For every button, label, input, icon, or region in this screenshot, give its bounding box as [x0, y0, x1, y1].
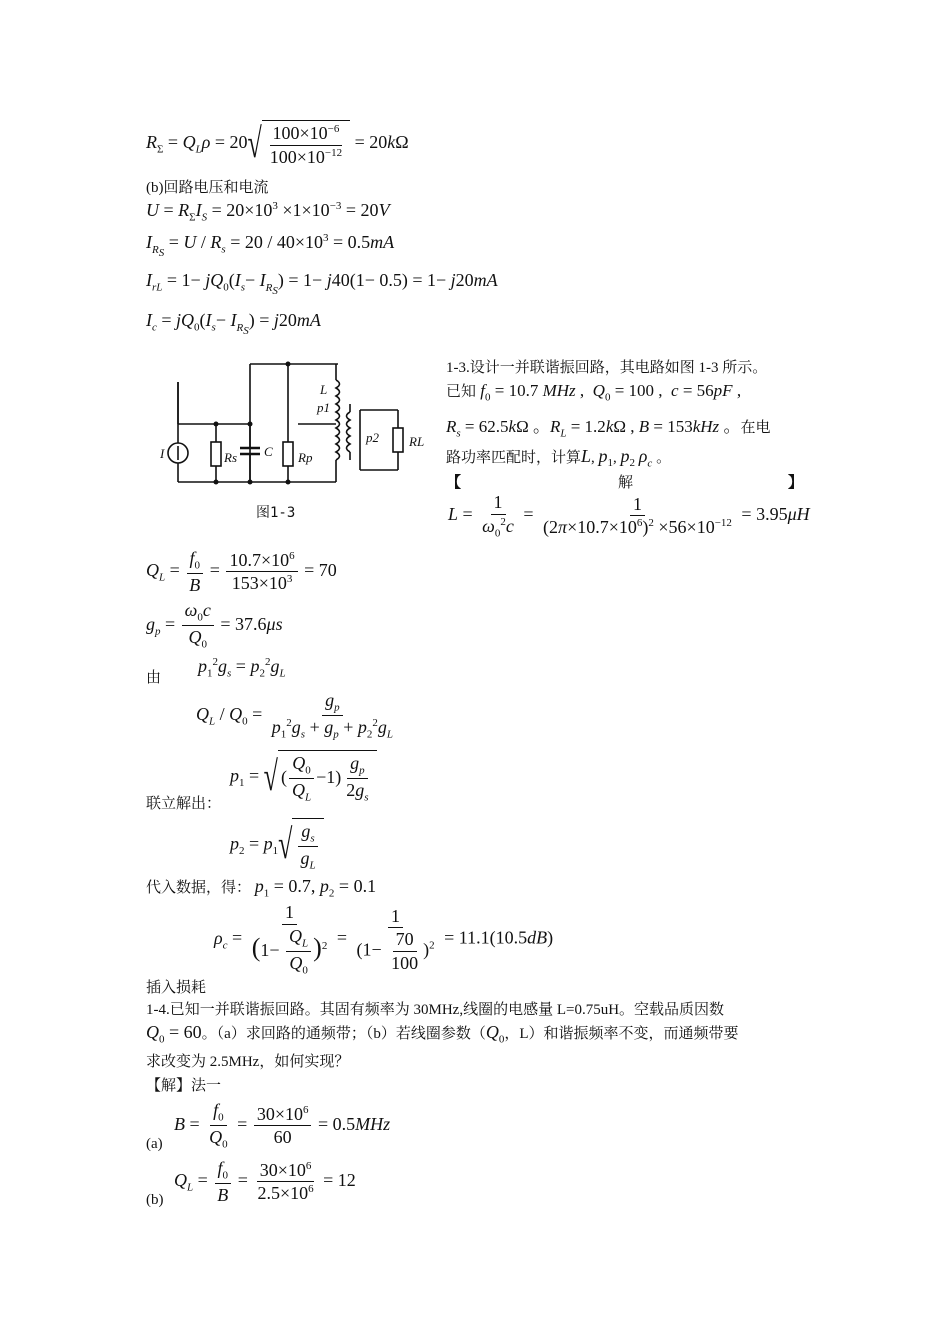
- equation-ql-q0: $Q_L / Q_0$ = $\frac{g_p}{p_1^2g_s + g_p + p_2^2g_L}$: [196, 690, 394, 741]
- equation-p2: $p_2 = p_1$ √ $\frac{g_s}{g_L}$: [230, 818, 324, 872]
- problem-1-3-line2: 已知 $f_0 = 10.7$ MHz , $Q_0 = 100$ , c = 56pF ,: [446, 381, 742, 404]
- label-c: C: [264, 444, 273, 459]
- solution-bracket-left: 【: [446, 475, 462, 491]
- problem-1-4-line2: $Q_0 = 60$。（a）求回路的通频带；（b）若线圈参数（$Q_0$，L）和谐振频率不变，而通频带要: [146, 1022, 739, 1046]
- problem-1-3-line1: 1-3.设计一并联谐振回路，其电路如图 1-3 所示。: [446, 360, 768, 376]
- label-p1: p1: [317, 400, 330, 415]
- equation-u: $U = R_\Sigma I_S = 20\times 10^3 \times 1\times 10^{-3} = 20V$: [146, 200, 390, 224]
- equation-ic: $I_c = jQ_0(I_s- I_{R_S}) = j20mA$: [146, 310, 321, 337]
- problem-1-3-line3: $R_s = 62.5k\Omega$ 。$R_L = 1.2k\Omega$ , B = 153kHz 。在电: [446, 417, 771, 440]
- equation-l: L = $\frac{1}{\omega_0^2c}$ = $\frac{1}{(2\pi\times 10.7\times 10^6)^2 \times 56\times 10^{-12}}$ = 3.95μH: [448, 492, 810, 540]
- equation-ql-b: $Q_L$ = $\frac{f_0}{B}$ = $\frac{30\times 10^6}{2.5\times 10^6}$ = 12: [174, 1158, 356, 1206]
- equation-ql: $Q_L$ = $\frac{f_0}{B}$ = $\frac{10.7\times 10^6}{153\times 10^3}$ = 70: [146, 548, 337, 596]
- substitute-line: 代入数据，得： $p_1 = 0.7$, $p_2 = 0.1$: [146, 876, 377, 900]
- equation-gp: $g_p$ = $\frac{\omega_0c}{Q_0}$ = 37.6μs: [146, 600, 283, 651]
- equation-rho-c: $\rho_c$ = 1 (1− $\frac{Q_L}{Q_0}$ )$^2$ = 1 (1− $\frac{70}{100}$ )$^2$ = 11.1(10.5dB): [214, 902, 554, 977]
- part-a-label: (a): [146, 1136, 163, 1152]
- equation-p1: $p_1$ = √ ( $\frac{Q_0}{Q_L}$ −1) $\frac{g_p}{2g_s}$: [230, 750, 377, 804]
- label-source: I: [160, 446, 165, 461]
- label-rs: Rs: [224, 450, 237, 465]
- label-l: L: [320, 382, 328, 397]
- section-b-label: (b)回路电压和电流: [146, 180, 269, 196]
- equation-irs: $I_{R_S} = U / R_s = 20 / 40\times 10^3 = 0.5mA$: [146, 232, 395, 259]
- solution-bracket-right: 】: [788, 475, 804, 491]
- equation-b: B = $\frac{f_0}{Q_0}$ = $\frac{30\times 10^6}{60}$ = 0.5MHz: [174, 1100, 391, 1151]
- problem-1-4-line3: 求改变为 2.5MHz，如何实现？: [146, 1054, 350, 1070]
- figure-caption: 图1-3: [256, 505, 296, 521]
- label-p2: p2: [366, 430, 379, 445]
- problem-1-4-line1: 1-4.已知一并联谐振回路。其固有频率为 30MHz,线圈的电感量 L=0.75uH。空载品质因数: [146, 1002, 725, 1018]
- circuit-diagram: [160, 352, 440, 492]
- equation-r-sigma: $R_\Sigma = Q_L\rho = 20$ √ $\frac{100\times 10^{-6}}{100\times 10^{-12}}$ = 20kΩ: [146, 119, 409, 167]
- label-rl: RL: [409, 434, 425, 449]
- part-b-label: (b): [146, 1192, 164, 1208]
- solution-method: 【解】法一: [146, 1078, 222, 1094]
- insertion-loss-label: 插入损耗: [146, 980, 207, 996]
- solution-label: 解: [618, 475, 634, 491]
- label-rp: Rp: [298, 450, 313, 465]
- equation-match: $p_1^2g_s = p_2^2g_L$: [198, 656, 286, 680]
- equation-irl: $I_{rL} = 1- jQ_0(I_s- I_{R_S}) = 1- j40(1- 0.5) = 1- j20mA$: [146, 270, 498, 297]
- you-label: 由: [146, 670, 162, 686]
- problem-1-3-line4: 路功率匹配时，计算L, $p_1$, $p_2$ $\rho_c$ 。: [446, 446, 672, 470]
- lianli-label: 联立解出：: [146, 796, 222, 812]
